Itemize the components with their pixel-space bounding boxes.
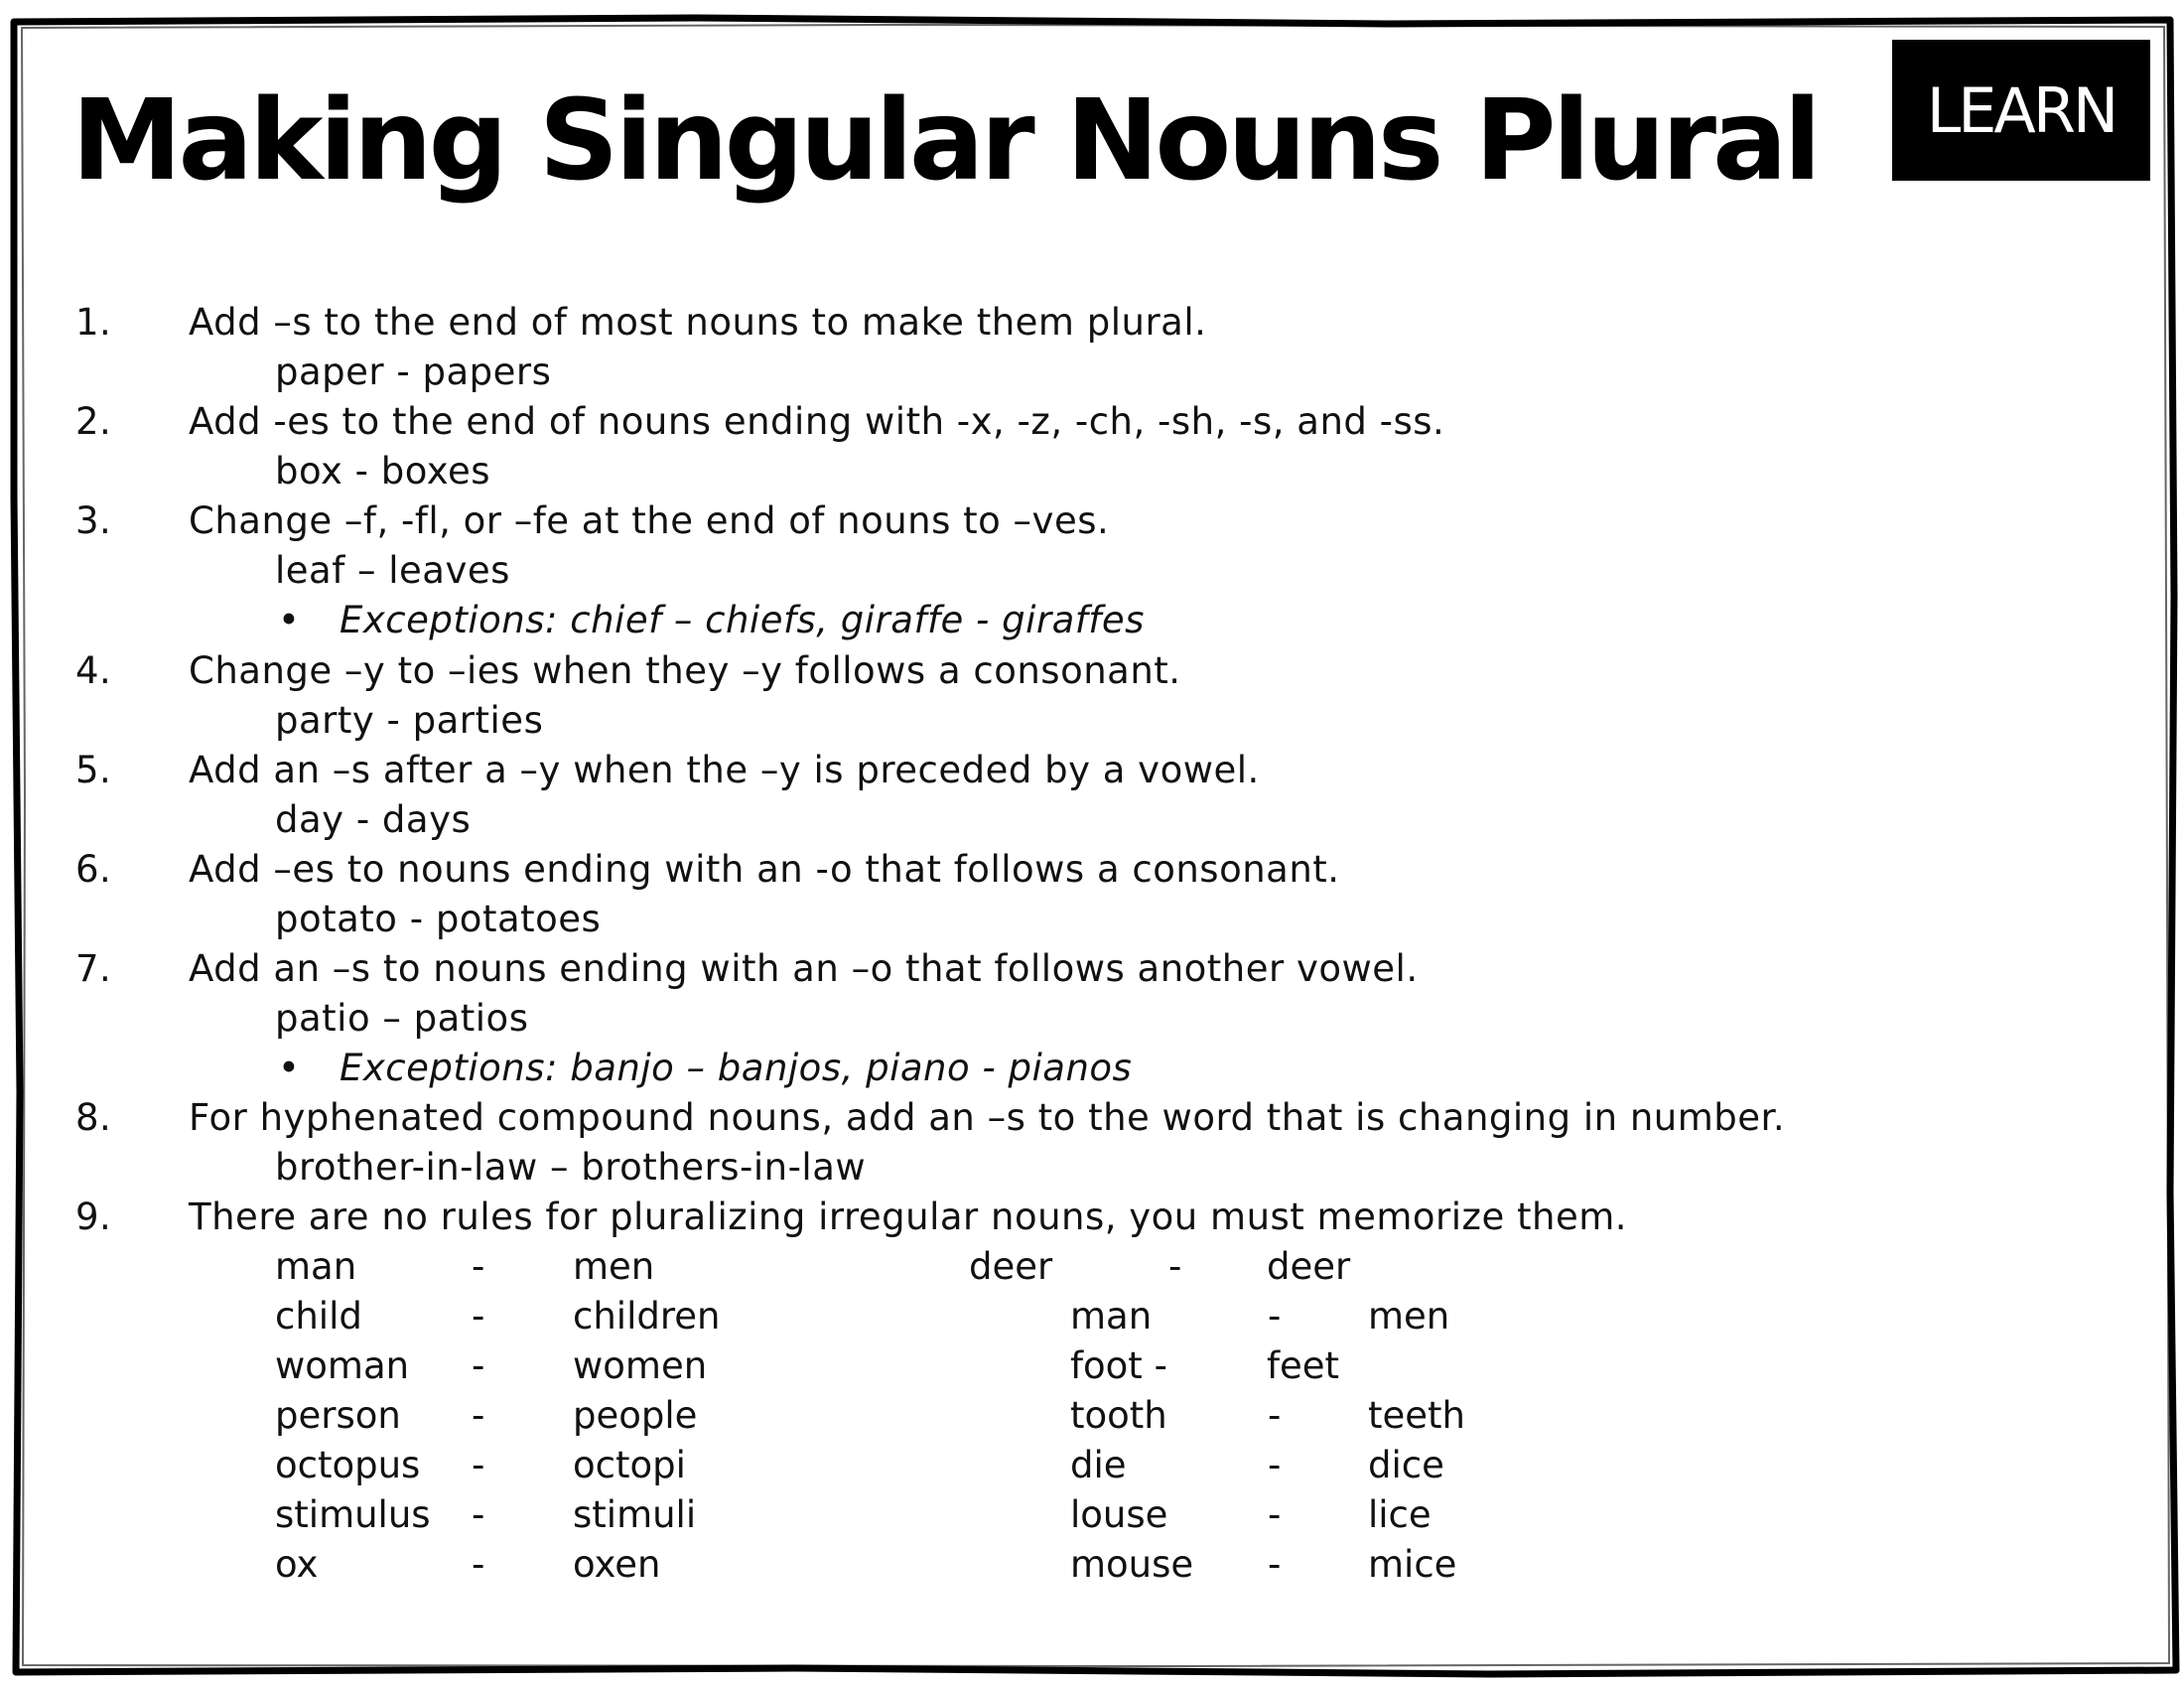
irregular-singular: octopus [275, 1444, 421, 1486]
rule-exception: Exceptions: chief – chiefs, giraffe - giraffes [340, 599, 1145, 641]
rule-number: 6. [75, 848, 112, 891]
rule-text: Change –f, -fl, or –fe at the end of nouns to –ves. [189, 499, 1110, 542]
irregular-plural: mice [1368, 1543, 1457, 1586]
irregular-singular: mouse [1070, 1543, 1194, 1586]
rule-example: day - days [275, 798, 472, 841]
rule-example: potato - potatoes [275, 898, 602, 940]
irregular-dash: - [1168, 1245, 1182, 1288]
rule-example: leaf – leaves [275, 549, 510, 592]
irregular-dash: - [1268, 1493, 1282, 1536]
learn-badge-label: LEARN [1926, 73, 2116, 147]
irregular-plural: octopi [573, 1444, 686, 1486]
rule-number: 7. [75, 947, 112, 990]
rule-example: patio – patios [275, 997, 529, 1040]
rule-example: party - parties [275, 699, 544, 742]
rule-exception: Exceptions: banjo – banjos, piano - pianos [340, 1047, 1133, 1089]
irregular-plural: people [573, 1394, 698, 1437]
irregular-plural: men [1368, 1295, 1450, 1337]
irregular-dash: - [472, 1493, 485, 1536]
rule-text: Add –s to the end of most nouns to make them plural. [189, 301, 1207, 344]
rule-text: There are no rules for pluralizing irregular nouns, you must memorize them. [189, 1196, 1628, 1238]
rule-number: 4. [75, 649, 112, 692]
irregular-singular: tooth [1070, 1394, 1167, 1437]
rule-number: 1. [75, 301, 112, 344]
irregular-dash: - [472, 1444, 485, 1486]
rule-text: Add an –s after a –y when the –y is preceded by a vowel. [189, 749, 1260, 791]
bullet-icon: • [278, 599, 301, 641]
irregular-plural: women [573, 1344, 708, 1387]
irregular-plural: feet [1267, 1344, 1340, 1387]
rule-number: 5. [75, 749, 112, 791]
irregular-dash: - [1268, 1543, 1282, 1586]
rule-text: Add -es to the end of nouns ending with -x, -z, -ch, -sh, -s, and -ss. [189, 400, 1445, 443]
irregular-singular: louse [1070, 1493, 1168, 1536]
rule-example: brother-in-law – brothers-in-law [275, 1146, 867, 1189]
rule-text: Add an –s to nouns ending with an –o that follows another vowel. [189, 947, 1419, 990]
irregular-dash: - [1268, 1295, 1282, 1337]
rule-text: Change –y to –ies when they –y follows a consonant. [189, 649, 1181, 692]
rule-number: 8. [75, 1096, 112, 1139]
irregular-plural: stimuli [573, 1493, 697, 1536]
irregular-dash: - [472, 1245, 485, 1288]
page-title: Making Singular Nouns Plural [71, 76, 1818, 206]
irregular-dash: - [472, 1295, 485, 1337]
irregular-singular: deer [969, 1245, 1053, 1288]
rule-example: box - boxes [275, 450, 491, 492]
rule-number: 9. [75, 1196, 112, 1238]
irregular-dash: - [472, 1394, 485, 1437]
irregular-singular: stimulus [275, 1493, 431, 1536]
irregular-singular: man [275, 1245, 357, 1288]
irregular-plural: lice [1368, 1493, 1432, 1536]
rule-example: paper - papers [275, 351, 552, 393]
irregular-singular: die [1070, 1444, 1127, 1486]
irregular-singular: child [275, 1295, 362, 1337]
irregular-dash: - [472, 1344, 485, 1387]
irregular-dash: - [1268, 1444, 1282, 1486]
irregular-dash: - [1268, 1394, 1282, 1437]
irregular-plural: men [573, 1245, 655, 1288]
irregular-singular: person [275, 1394, 401, 1437]
irregular-singular: ox [275, 1543, 319, 1586]
rule-text: For hyphenated compound nouns, add an –s to the word that is changing in number. [189, 1096, 1786, 1139]
rule-text: Add –es to nouns ending with an -o that follows a consonant. [189, 848, 1340, 891]
irregular-singular: foot - [1070, 1344, 1167, 1387]
bullet-icon: • [278, 1047, 301, 1089]
rule-number: 3. [75, 499, 112, 542]
irregular-singular: man [1070, 1295, 1153, 1337]
irregular-plural: teeth [1368, 1394, 1465, 1437]
irregular-singular: woman [275, 1344, 410, 1387]
irregular-plural: oxen [573, 1543, 661, 1586]
irregular-plural: dice [1368, 1444, 1444, 1486]
learn-badge [1892, 40, 2150, 181]
irregular-dash: - [472, 1543, 485, 1586]
irregular-plural: children [573, 1295, 721, 1337]
irregular-plural: deer [1267, 1245, 1351, 1288]
rule-number: 2. [75, 400, 112, 443]
